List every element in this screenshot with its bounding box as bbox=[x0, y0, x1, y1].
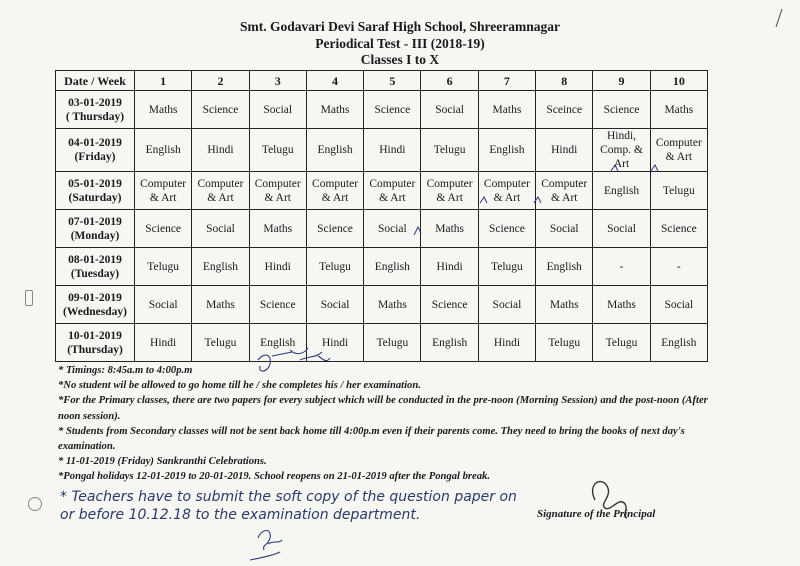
test-title: Periodical Test - III (2018-19) bbox=[315, 36, 485, 51]
subject-cell: Science bbox=[364, 91, 421, 129]
date-value: 04-01-2019 bbox=[68, 137, 122, 149]
subject-cell: Hindi bbox=[478, 324, 535, 362]
subject-cell: English bbox=[249, 324, 306, 362]
subject-cell: Maths bbox=[192, 286, 249, 324]
subject-cell: - bbox=[593, 248, 650, 286]
subject-cell: Maths bbox=[478, 91, 535, 129]
column-header: Date / Week bbox=[56, 71, 135, 91]
classes-range: Classes I to X bbox=[360, 52, 440, 67]
subject-cell: Computer & Art bbox=[536, 172, 593, 210]
date-value: 10-01-2019 bbox=[68, 329, 122, 342]
column-header: 6 bbox=[421, 71, 478, 91]
date-value: 03-01-2019 bbox=[68, 96, 122, 109]
subject-cell: Telugu bbox=[650, 172, 707, 210]
column-header: 7 bbox=[478, 71, 535, 91]
subject-cell: Science bbox=[593, 91, 650, 129]
note-item: * Timings: 8:45a.m to 4:00p.m bbox=[58, 365, 193, 376]
tick-marks bbox=[414, 165, 658, 235]
handwritten-instruction: * Teachers have to submit the soft copy of the question paper on or before 10.12.18 to the examination department. bbox=[60, 489, 517, 523]
principal-signature-mark bbox=[593, 482, 627, 518]
subject-cell: Computer & Art bbox=[249, 172, 306, 210]
subject-cell: Computer & Art bbox=[478, 172, 535, 210]
subject-cell: Science bbox=[192, 91, 249, 129]
subject-cell: English bbox=[306, 129, 363, 172]
subject-cell: Computer & Art bbox=[364, 172, 421, 210]
subject-cell: Science bbox=[478, 210, 535, 248]
weekday-value: (Friday) bbox=[74, 151, 116, 163]
subject-cell: Telugu bbox=[306, 248, 363, 286]
subject-cell: Hindi bbox=[536, 129, 593, 172]
punch-hole-mark bbox=[25, 290, 33, 306]
school-name: Smt. Godavari Devi Saraf High School, Shreeramnagar bbox=[240, 19, 560, 34]
subject-cell: Hindi bbox=[364, 129, 421, 172]
column-header: 10 bbox=[650, 71, 707, 91]
subject-cell: Telugu bbox=[536, 324, 593, 362]
weekday-value: (Saturday) bbox=[68, 191, 122, 204]
subject-cell: Social bbox=[249, 91, 306, 129]
weekday-value: (Monday) bbox=[70, 229, 120, 242]
column-header: 1 bbox=[135, 71, 192, 91]
subject-cell: Science bbox=[421, 286, 478, 324]
subject-cell: Maths bbox=[536, 286, 593, 324]
subject-cell: Computer & Art bbox=[192, 172, 249, 210]
column-header: 4 bbox=[306, 71, 363, 91]
subject-cell: English bbox=[593, 172, 650, 210]
subject-cell: English bbox=[536, 248, 593, 286]
subject-cell: Social bbox=[306, 286, 363, 324]
subject-cell: Maths bbox=[306, 91, 363, 129]
subject-cell: Hindi bbox=[135, 324, 192, 362]
corner-slash-mark bbox=[772, 8, 786, 28]
note-item: *For the Primary classes, there are two papers for every subject which will be conducted in the pre-noon (Morning Session) and the post-noon (After noon session). bbox=[58, 395, 708, 422]
subject-cell: Maths bbox=[135, 91, 192, 129]
subject-cell: Social bbox=[192, 210, 249, 248]
subject-cell: - bbox=[650, 248, 707, 286]
column-header: 9 bbox=[593, 71, 650, 91]
bottom-initials-scribble bbox=[250, 531, 282, 561]
subject-cell: Maths bbox=[593, 286, 650, 324]
date-value: 09-01-2019 bbox=[68, 291, 122, 304]
subject-cell: English bbox=[192, 248, 249, 286]
note-item: * 11-01-2019 (Friday) Sankranthi Celebrations. bbox=[58, 456, 267, 468]
subject-cell: English bbox=[650, 324, 707, 362]
initials-scribble bbox=[258, 348, 330, 371]
subject-cell: Hindi bbox=[192, 129, 249, 172]
weekday-value: (Tuesday) bbox=[70, 267, 120, 280]
weekday-value: (Thursday) bbox=[67, 343, 123, 356]
note-item: *No student wil be allowed to go home till he / she completes his / her examination. bbox=[58, 380, 421, 392]
date-value: 08-01-2019 bbox=[68, 253, 122, 266]
date-value: 05-01-2019 bbox=[68, 177, 122, 190]
column-header: 2 bbox=[192, 71, 249, 91]
subject-cell: English bbox=[421, 324, 478, 362]
subject-cell: Computer & Art bbox=[135, 172, 192, 210]
subject-cell: English bbox=[478, 129, 535, 172]
subject-cell: Social bbox=[536, 210, 593, 248]
subject-cell: Social bbox=[421, 91, 478, 129]
subject-cell: Computer & Art bbox=[306, 172, 363, 210]
subject-cell: Sceince bbox=[536, 91, 593, 129]
subject-cell: Telugu bbox=[364, 324, 421, 362]
column-header: 5 bbox=[364, 71, 421, 91]
subject-cell: Hindi bbox=[249, 248, 306, 286]
subject-cell: Social bbox=[478, 286, 535, 324]
subject-cell: Hindi bbox=[421, 248, 478, 286]
subject-cell: English bbox=[364, 248, 421, 286]
subject-cell: Social bbox=[135, 286, 192, 324]
weekday-value: ( Thursday) bbox=[65, 110, 125, 123]
principal-signature-label: Signature of the Principal bbox=[537, 508, 656, 520]
subject-cell: Science bbox=[306, 210, 363, 248]
subject-cell: Hindi, Comp. & Art bbox=[593, 129, 650, 172]
subject-cell: Science bbox=[650, 210, 707, 248]
subject-cell: Telugu bbox=[192, 324, 249, 362]
subject-cell: Maths bbox=[650, 91, 707, 129]
subject-cell: English bbox=[135, 129, 192, 172]
subject-cell: Science bbox=[249, 286, 306, 324]
weekday-value: (Wednesday) bbox=[63, 305, 127, 318]
subject-cell: Computer & Art bbox=[421, 172, 478, 210]
subject-cell: Maths bbox=[421, 210, 478, 248]
column-header: 3 bbox=[249, 71, 306, 91]
punch-hole-ring bbox=[28, 497, 42, 511]
subject-cell: Computer & Art bbox=[650, 129, 707, 172]
subject-cell: Social bbox=[593, 210, 650, 248]
date-value: 07-01-2019 bbox=[68, 215, 122, 228]
subject-cell: Telugu bbox=[135, 248, 192, 286]
subject-cell: Maths bbox=[249, 210, 306, 248]
note-item: *Pongal holidays 12-01-2019 to 20-01-2019. School reopens on 21-01-2019 after the Pongal break. bbox=[58, 471, 490, 483]
subject-cell: Social bbox=[650, 286, 707, 324]
subject-cell: Telugu bbox=[593, 324, 650, 362]
subject-cell: Telugu bbox=[478, 248, 535, 286]
subject-cell: Science bbox=[135, 210, 192, 248]
subject-cell: Maths bbox=[364, 286, 421, 324]
column-header: 8 bbox=[536, 71, 593, 91]
subject-cell: Hindi bbox=[306, 324, 363, 362]
subject-cell: Telugu bbox=[249, 129, 306, 172]
subject-cell: Social bbox=[364, 210, 421, 248]
note-item: * Students from Secondary classes will not be sent back home till 4:00p.m even if their parents come. They need to bring the books of next day's examination. bbox=[58, 425, 685, 453]
subject-cell: Telugu bbox=[421, 129, 478, 172]
